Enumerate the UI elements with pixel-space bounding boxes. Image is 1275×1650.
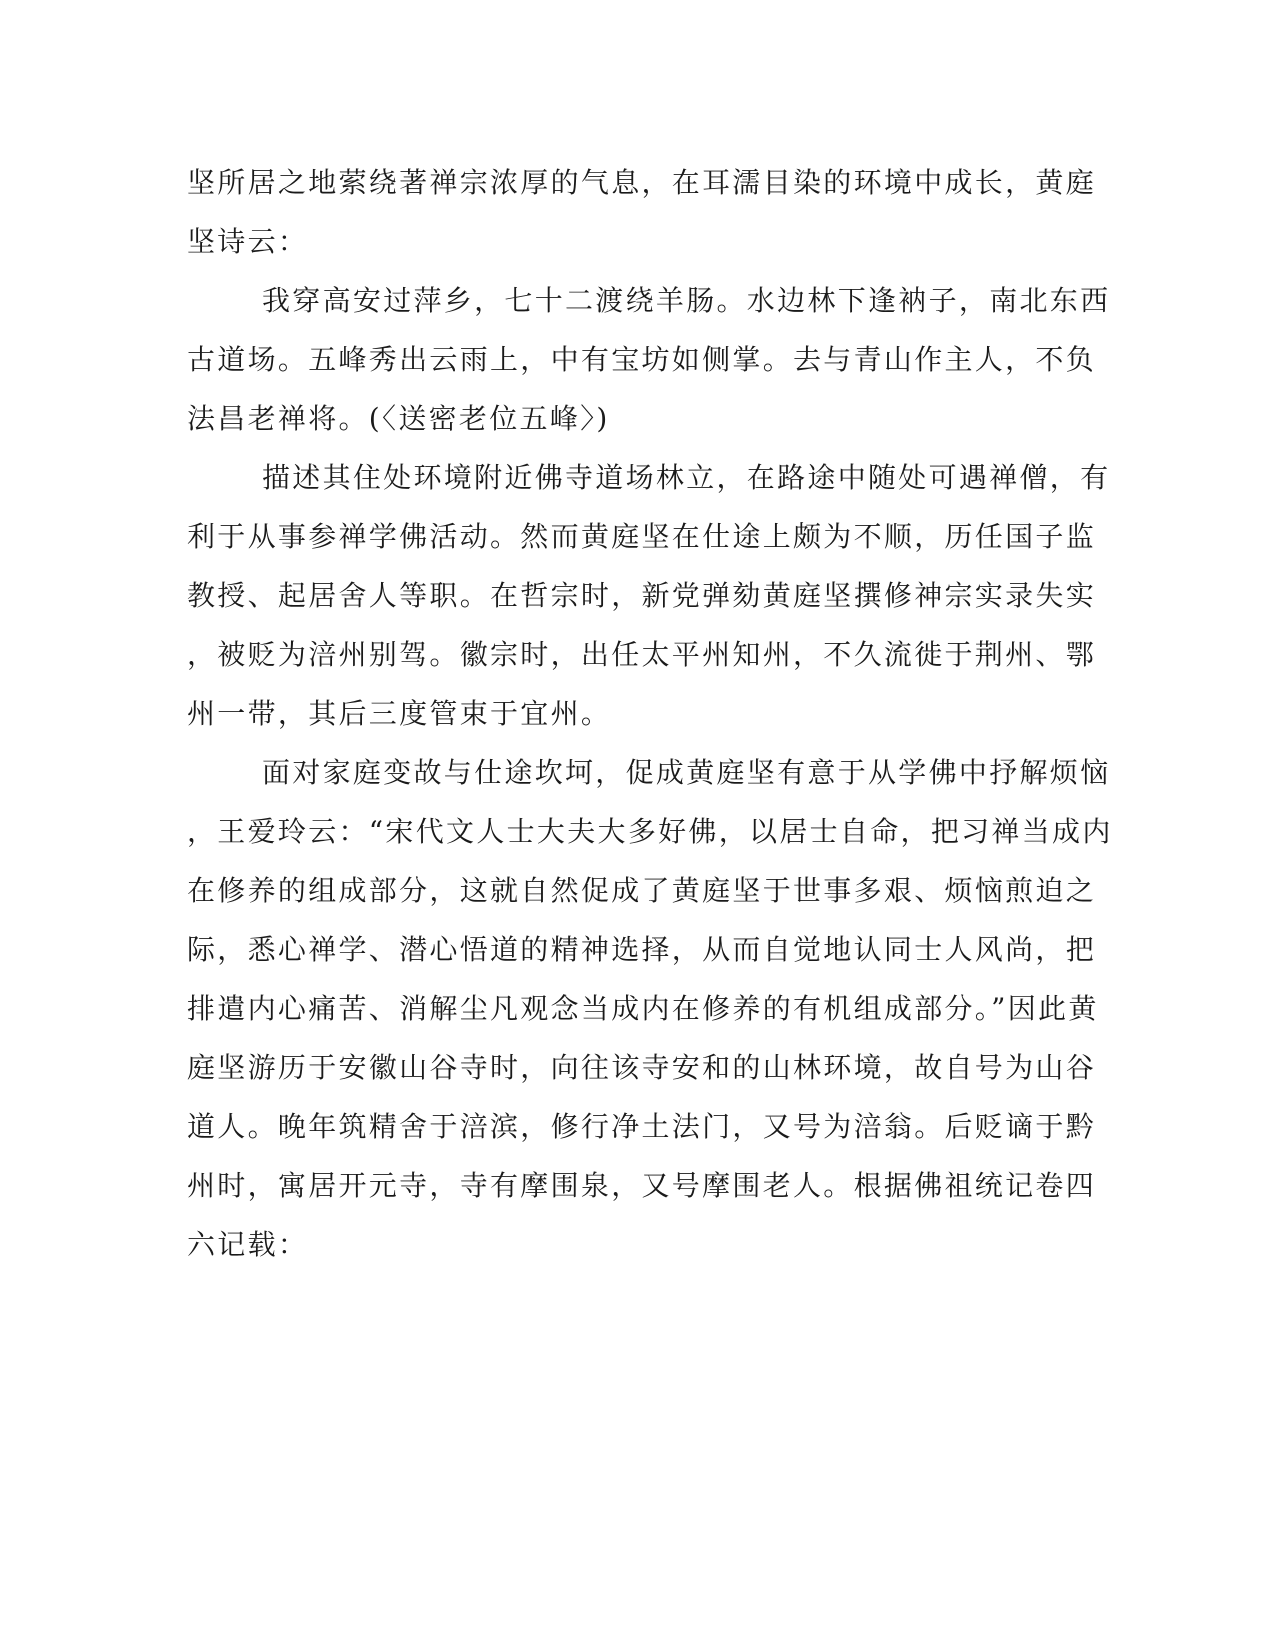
text-line: 利于从事参禅学佛活动。然而黄庭坚在仕途上颇为不顺，历任国子监 <box>187 520 1097 553</box>
text-line: 六记载： <box>187 1228 309 1261</box>
text-line: 教授、起居舍人等职。在哲宗时，新党弹劾黄庭坚撰修神宗实录失实 <box>187 579 1097 612</box>
text-line: 在修养的组成部分，这就自然促成了黄庭坚于世事多艰、烦恼煎迫之 <box>187 874 1097 907</box>
text-line: 古道场。五峰秀出云雨上，中有宝坊如侧掌。去与青山作主人，不负 <box>187 343 1097 376</box>
text-line: 排遣内心痛苦、消解尘凡观念当成内在修养的有机组成部分。”因此黄 <box>187 992 1099 1025</box>
text-line: 我穿高安过萍乡，七十二渡绕羊肠。水边林下逢衲子，南北东西 <box>262 284 1111 317</box>
text-line: 州时，寓居开元寺，寺有摩围泉，又号摩围老人。根据佛祖统记卷四 <box>187 1169 1097 1202</box>
text-line: 描述其住处环境附近佛寺道场林立，在路途中随处可遇禅僧，有 <box>262 461 1111 494</box>
text-line: ，被贬为涪州别驾。徽宗时，出任太平州知州，不久流徙于荆州、鄂 <box>187 638 1097 671</box>
text-line: 面对家庭变故与仕途坎坷，促成黄庭坚有意于从学佛中抒解烦恼 <box>262 756 1111 789</box>
text-line: 坚所居之地萦绕著禅宗浓厚的气息，在耳濡目染的环境中成长，黄庭 <box>187 166 1097 199</box>
text-line: ，王爱玲云：“宋代文人士大夫大多好佛，以居士自命，把习禅当成内 <box>187 815 1113 848</box>
text-line: 庭坚游历于安徽山谷寺时，向往该寺安和的山林环境，故自号为山谷 <box>187 1051 1097 1084</box>
text-line: 际，悉心禅学、潜心悟道的精神选择，从而自觉地认同士人风尚，把 <box>187 933 1097 966</box>
text-line: 州一带，其后三度管束于宜州。 <box>187 697 612 730</box>
text-line: 法昌老禅将。(〈送密老位五峰〉) <box>187 402 610 435</box>
text-line: 道人。晚年筑精舍于涪滨，修行净土法门，又号为涪翁。后贬谪于黔 <box>187 1110 1097 1143</box>
text-line: 坚诗云： <box>187 225 309 258</box>
